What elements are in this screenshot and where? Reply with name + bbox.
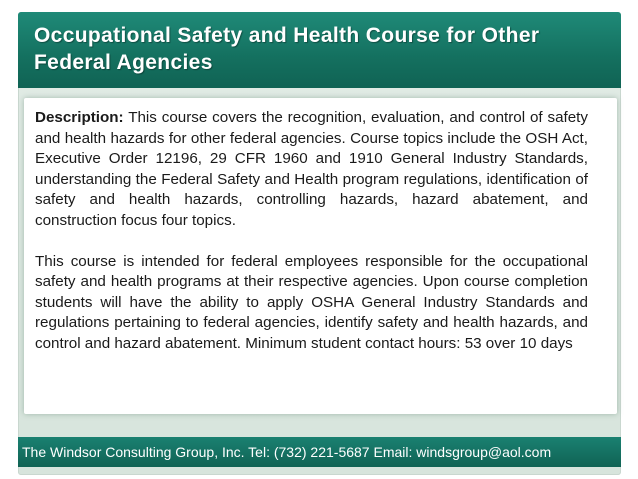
- description-label: Description:: [35, 109, 124, 126]
- body-text: [35, 108, 588, 355]
- description-text: This course covers the recognition, evaluation, and control of safety and health hazards for other federal agencies. Course topics include the OSH Act, Executive Order 12196, 29 CFR 1960 and 1910 General Industry Standards, understanding the Federal Safety and Health program regulations, identification of safety and health hazards, controlling hazards, hazard abatement, and construction focus four topics.: [35, 109, 588, 229]
- audience-paragraph: This course is intended for federal employees responsible for the occupational safety and health programs at their respective agencies. Upon course completion students will have the ability to apply OSHA General Industry Standards and regulations pertaining to federal agencies, identify safety and health hazards, and control and hazard abatement. Minimum student contact hours: 53 over 10 days: [35, 252, 588, 352]
- description-paragraph: [35, 108, 588, 232]
- slide-title: Occupational Safety and Health Course for Other Federal Agencies: [34, 24, 540, 74]
- footer-contact-text: The Windsor Consulting Group, Inc. Tel: (732) 221-5687 Email: windsgroup@aol.com: [22, 444, 552, 460]
